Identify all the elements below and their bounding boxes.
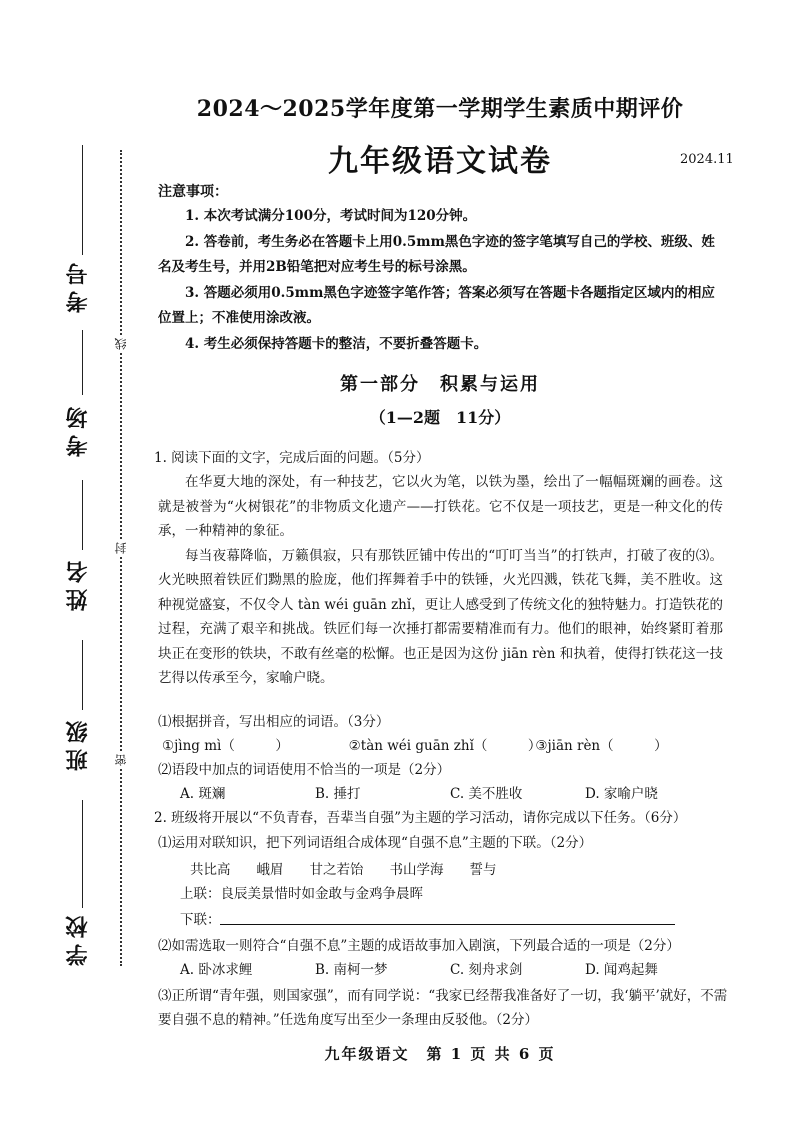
exam-subtitle: 2024～2025学年度第一学期学生素质中期评价 bbox=[196, 96, 684, 122]
passage-paragraph: 在华夏大地的深处，有一种技艺，它以火为笔，以铁为墨，绘出了一幅幅斑斓的画卷。这就是被誉为“火树银花”的非物质文化遗产——打铁花。它不仅是一项技艺，更是一种文化的传承，一种精神的象征。 bbox=[158, 474, 723, 539]
exam-no-field[interactable] bbox=[62, 145, 102, 315]
name-field[interactable] bbox=[62, 480, 102, 620]
question-2-sub1: ⑴运用对联知识，把下列词语组合成体现“自强不息”主题的下联。（2分） bbox=[158, 835, 593, 851]
choice-option[interactable]: A. 卧冰求鲤 bbox=[180, 962, 253, 978]
lower-couplet-blank[interactable] bbox=[220, 924, 675, 925]
name-label: 姓名 bbox=[65, 555, 91, 611]
word-item: 甘之若饴 bbox=[309, 862, 364, 878]
notice-item: 1. 本次考试满分100分，考试时间为120分钟。 bbox=[185, 208, 477, 224]
choice-option[interactable]: D. 闻鸡起舞 bbox=[585, 962, 658, 978]
question-2-choices bbox=[180, 958, 720, 978]
question-1-sub1: ⑴根据拼音，写出相应的词语。（3分） bbox=[158, 714, 390, 730]
seal-line-char: 线 bbox=[114, 338, 128, 350]
exam-room-label: 考场 bbox=[65, 401, 91, 457]
choice-option[interactable]: B. 南柯一梦 bbox=[315, 962, 388, 978]
reading-passage bbox=[158, 470, 723, 691]
notice-item: 4. 考生必须保持答题卡的整洁，不要折叠答题卡。 bbox=[185, 336, 488, 352]
school-field[interactable] bbox=[62, 800, 102, 970]
pinyin-item[interactable]: ①jìng mì（ ） bbox=[162, 738, 289, 754]
page-footer: 九年级语文 第 1 页 共 6 页 bbox=[324, 1045, 556, 1063]
word-item: 书山学海 bbox=[389, 862, 444, 878]
couplet-word-bank bbox=[190, 858, 690, 878]
word-item: 共比高 bbox=[190, 862, 231, 878]
word-item: 誓与 bbox=[469, 862, 497, 878]
choice-option[interactable]: B. 捶打 bbox=[315, 786, 361, 802]
word-item: 峨眉 bbox=[256, 862, 284, 878]
exam-room-field[interactable] bbox=[62, 330, 102, 460]
question-2-head: 2. 班级将开展以“不负青春，吾辈当自强”为主题的学习活动，请你完成以下任务。（6分） bbox=[154, 810, 687, 826]
question-2-sub2: ⑵如需选取一则符合“自强不息”主题的成语故事加入剧演，下列最合适的一项是（2分） bbox=[158, 938, 680, 954]
choice-option[interactable]: C. 刻舟求剑 bbox=[450, 962, 523, 978]
exam-no-label: 考号 bbox=[65, 257, 91, 313]
choice-option[interactable]: D. 家喻户晓 bbox=[585, 786, 658, 802]
seal-mi-char: 密 bbox=[114, 754, 128, 766]
binding-margin bbox=[0, 0, 140, 1123]
notice-list bbox=[158, 204, 728, 358]
class-field[interactable] bbox=[62, 640, 102, 780]
lower-couplet-label: 下联： bbox=[180, 912, 221, 928]
upper-couplet: 上联：良辰美景惜时如金敢与金鸡争晨晖 bbox=[180, 886, 423, 902]
question-1-head: 1. 阅读下面的文字，完成后面的问题。（5分） bbox=[154, 450, 430, 466]
notice-item: 3. 答题必须用0.5mm黑色字迹签字笔作答；答案必须写在答题卡各题指定区域内的相应位置上；不准使用涂改液。 bbox=[158, 285, 715, 326]
pinyin-item[interactable]: ②tàn wéi guān zhǐ（ ） bbox=[348, 738, 542, 754]
pinyin-answer-row bbox=[162, 734, 722, 754]
choice-option[interactable]: A. 斑斓 bbox=[180, 786, 226, 802]
seal-dotted-line bbox=[120, 150, 122, 966]
pinyin-item[interactable]: ③jiān rèn（ ） bbox=[535, 738, 668, 754]
passage-paragraph: 每当夜幕降临，万籁俱寂，只有那铁匠铺中传出的“叮叮当当”的打铁声，打破了夜的⑶。火光映照着铁匠们黝黑的脸庞，他们挥舞着手中的铁锤，火光四溅，铁花飞舞，美不胜收。这种视觉盛宴，不仅令人 tàn wéi guān zhǐ，更让人感受到了传统文化的独特魅力。打造铁花的过程，充满了艰辛和挑战。铁匠们每一次捶打都需要精准而有力。他们的眼神，始终紧盯着那块正在变形的铁块，不敢有丝毫的松懈。也正是因为这份 jiān rèn 和执着，使得打铁花这一技艺得以传承至今，家喻户晓。 bbox=[158, 547, 723, 686]
seal-seal-char: 封 bbox=[114, 542, 128, 554]
class-label: 班级 bbox=[65, 715, 91, 771]
notice-title: 注意事项： bbox=[158, 184, 228, 200]
notice-item: 2. 答卷前，考生务必在答题卡上用0.5mm黑色字迹的签字笔填写自己的学校、班级、姓名及考生号，并用2B铅笔把对应考生号的标号涂黑。 bbox=[158, 234, 715, 275]
question-1-sub2: ⑵语段中加点的词语使用不恰当的一项是（2分） bbox=[158, 762, 451, 778]
part-range: （1—2题 11分） bbox=[369, 408, 511, 427]
exam-date: 2024.11 bbox=[680, 152, 734, 167]
choice-option[interactable]: C. 美不胜收 bbox=[450, 786, 523, 802]
school-label: 学校 bbox=[65, 910, 91, 966]
part-title: 第一部分 积累与运用 bbox=[340, 374, 540, 395]
question-2-sub3: ⑶正所谓“青年强，则国家强”，而有同学说：“我家已经帮我准备好了一切，我‘躺平’就好，不需要自强不息的精神。”任选角度写出至少一条理由反驳他。（2分） bbox=[158, 988, 728, 1028]
question-1-choices bbox=[180, 782, 720, 802]
exam-title: 九年级语文试卷 bbox=[328, 144, 552, 179]
